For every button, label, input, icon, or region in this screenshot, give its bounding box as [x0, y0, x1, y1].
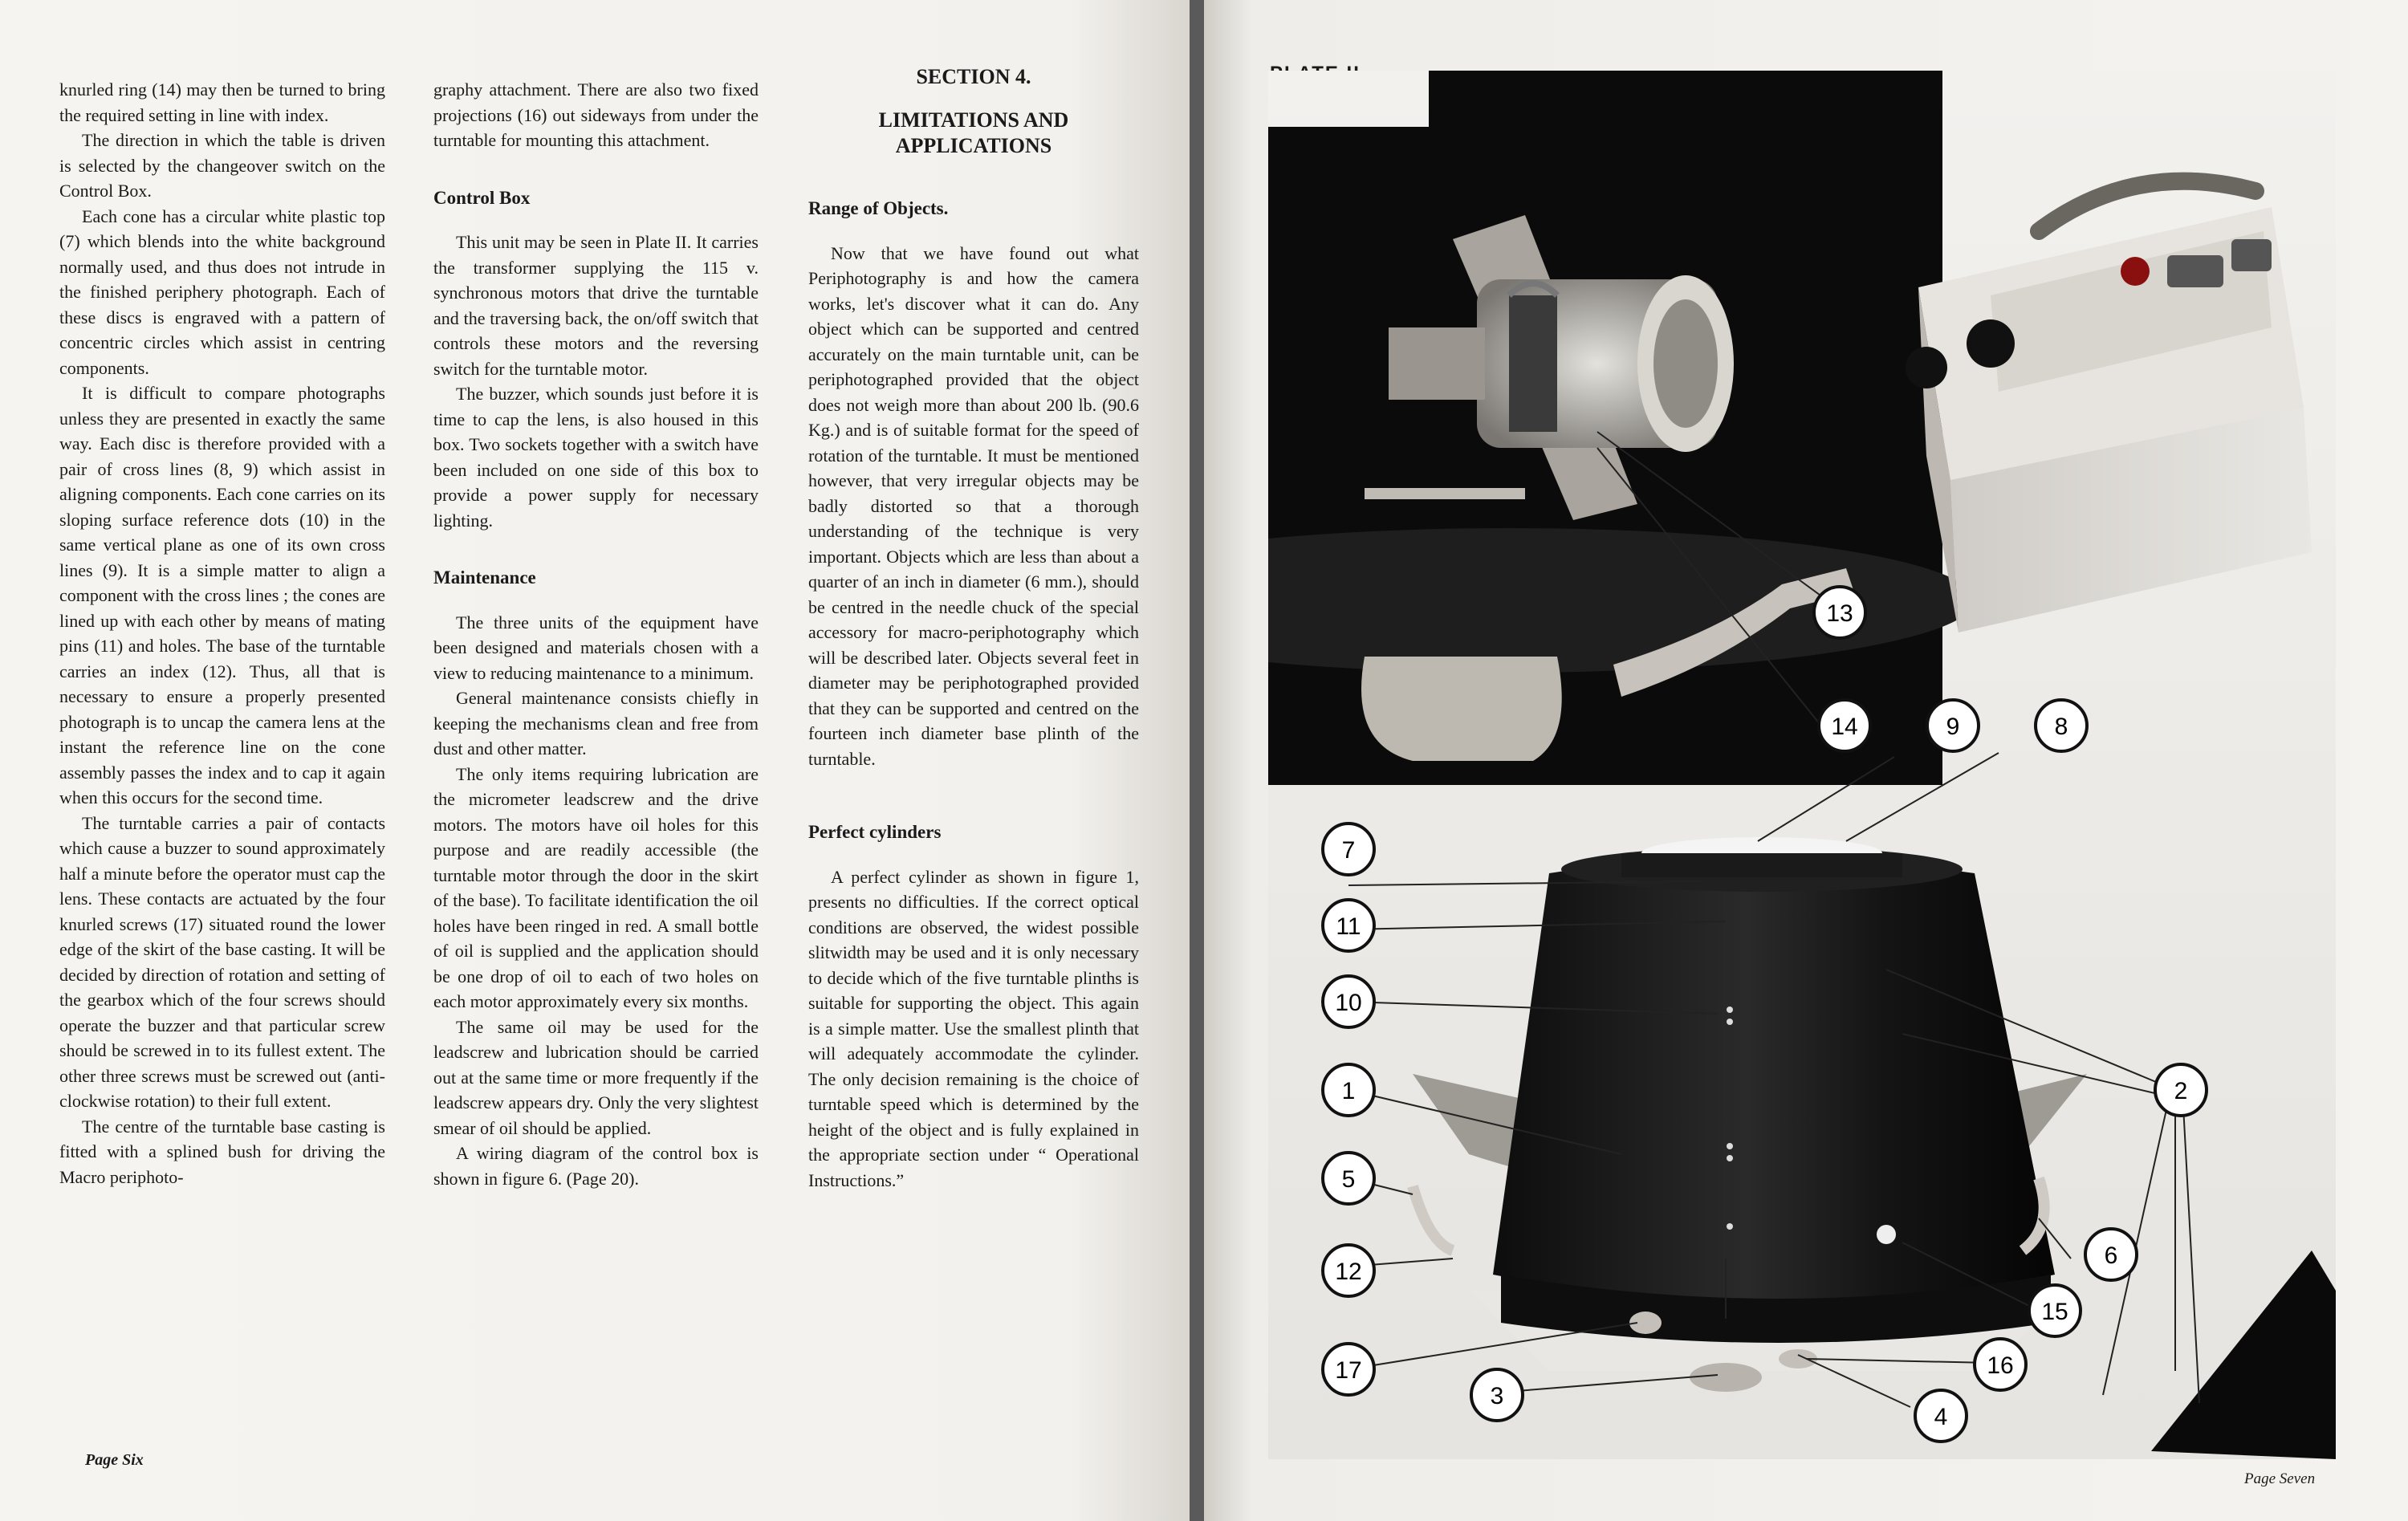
callout-6	[2085, 1229, 2137, 1280]
callout-10	[1323, 976, 1374, 1027]
svg-text:13: 13	[1826, 600, 1853, 627]
svg-text:16: 16	[1987, 1352, 2014, 1379]
callout-7	[1323, 824, 1374, 875]
svg-text:15: 15	[2041, 1299, 2068, 1325]
svg-text:9: 9	[1946, 714, 1960, 740]
callout-9	[1927, 700, 1979, 751]
text-column-2	[433, 77, 759, 1191]
callout-14	[1819, 700, 1870, 751]
range-heading: Range of Objects.	[808, 198, 949, 218]
callout-8	[2036, 700, 2087, 751]
callout-11	[1323, 900, 1374, 951]
paragraph: The only items requiring lubrication are the micrometer leadscrew and the drive motors. The motors have oil holes for this purpose and are readily accessible (the turntable motor through the door in the skirt of the base). To facilitate identification the oil holes have been ringed in red. A small bottle of oil is supplied and the application should be one drop of oil to each of two holes on each motor approximately every six months.	[433, 763, 759, 1011]
page-six	[0, 0, 1190, 1521]
cylinders-heading: Perfect cylinders	[808, 822, 942, 842]
svg-text:1: 1	[1341, 1078, 1356, 1104]
control-box-heading: Control Box	[433, 187, 531, 208]
svg-text:2: 2	[2174, 1078, 2188, 1104]
book-gutter	[1190, 0, 1204, 1521]
section-title-line-2: APPLICATIONS	[895, 134, 1052, 157]
text-column-3	[808, 64, 1139, 1193]
paragraph: Each cone has a circular white plastic top (7) which blends into the white background normally used, and thus does not intrude in the finished periphery photograph. Each of these discs is engraved with a pattern of concentric circles which assist in centring components.	[59, 205, 385, 378]
maintenance-heading: Maintenance	[433, 567, 536, 588]
paragraph: knurled ring (14) may then be turned to bring the required setting in line with index.	[59, 79, 385, 125]
callout-2	[2155, 1064, 2207, 1116]
paragraph: A perfect cylinder as shown in figure 1, presents no difficulties. If the correct optical conditions are observed, the widest possible slitwidth may be used and it is only necessary to decide which of the five turntable plinths is suitable for supporting the object. This again is a simple matter. Use the smallest plinth that will adequately accommodate the cylinder. The only decision remaining is the choice of turntable speed which is determined by the height of the object and is fully explained in the appropriate section under “ Operational Instructions.”	[808, 866, 1139, 1190]
callout-13	[1814, 587, 1865, 638]
svg-text:5: 5	[1341, 1166, 1356, 1193]
paragraph: The same oil may be used for the leadscrew and lubrication should be carried out at the same time or more frequently if the leadscrew appears dry. Only the very slightest smear of oil should be applied.	[433, 1016, 759, 1138]
leadscrew-inset	[1268, 71, 1975, 785]
callout-1	[1323, 1064, 1374, 1116]
callout-3	[1471, 1369, 1523, 1421]
svg-text:12: 12	[1335, 1259, 1362, 1285]
paragraph: graphy attachment. There are also two fixed projections (16) out sideways from under the turntable for mounting this attachment.	[433, 79, 759, 150]
svg-text:7: 7	[1341, 837, 1356, 864]
callout-4	[1915, 1390, 1967, 1442]
paragraph: The buzzer, which sounds just before it is time to cap the lens, is also housed in this box. Two sockets together with a switch have been included on one side of this box to provide a power supply for necessary lighting.	[433, 384, 759, 531]
svg-text:6: 6	[2104, 1242, 2118, 1269]
plate-photograph	[1268, 71, 2336, 1459]
section-number: SECTION 4.	[916, 65, 1031, 88]
paragraph: This unit may be seen in Plate II. It carries the transformer supplying the 115 v. synchronous motors that drive the turntable and the traversing back, the on/off switch that controls these motors and the reversing switch for the turntable motor.	[433, 232, 759, 379]
paragraph: The turntable carries a pair of contacts which cause a buzzer to sound approximately half a minute before the operator must cap the lens. These contacts are actuated by the four knurled screws (17) situated round the lower edge of the skirt of the base casting. It will be decided by direction of rotation and setting of the gearbox which of the four screws should operate the buzzer and that particular screw should be screwed in to its fullest extent. The other three screws must be screwed out (anti-clockwise rotation) to their full extent.	[59, 812, 385, 1111]
paragraph: General maintenance consists chiefly in keeping the mechanisms clean and free from dust and other matter.	[433, 688, 759, 758]
paragraph: It is difficult to compare photographs unless they are presented in exactly the same way. Each disc is therefore provided with a pair of cross lines (8, 9) which assist in aligning components. Each cone carries on its sloping surface reference dots (10) in the same vertical plane as one of its own cross lines (9). It is a simple matter to align a component with the cross lines ; the cones are lined up with each other by means of mating pins (11) and holes. The base of the turntable carries an index (12). Thus, all that is necessary to ensure a properly presented photograph is to uncap the camera lens at the instant the reference line on the cone assembly passes the index and to cap it again when this occurs for the second time.	[59, 383, 385, 807]
paragraph: The three units of the equipment have been designed and materials chosen with a view to reducing maintenance to a minimum.	[433, 612, 759, 683]
svg-text:17: 17	[1335, 1357, 1362, 1384]
paragraph: A wiring diagram of the control box is shown in figure 6. (Page 20).	[433, 1143, 759, 1189]
page-number: Page Seven	[2244, 1470, 2316, 1487]
svg-text:10: 10	[1335, 990, 1362, 1016]
text-column-1	[59, 77, 385, 1190]
callout-5	[1323, 1153, 1374, 1204]
callout-12	[1323, 1245, 1374, 1296]
svg-text:4: 4	[1934, 1404, 1948, 1430]
callout-16	[1975, 1339, 2026, 1390]
paragraph: The direction in which the table is driven is selected by the changeover switch on the Control Box.	[59, 130, 385, 201]
svg-text:3: 3	[1490, 1383, 1504, 1409]
svg-text:8: 8	[2054, 714, 2068, 740]
svg-text:14: 14	[1831, 714, 1858, 740]
section-title-line-1: LIMITATIONS AND	[878, 108, 1069, 132]
paragraph: The centre of the turntable base casting is fitted with a splined bush for driving the Macro periphoto-	[59, 1116, 385, 1187]
svg-text:11: 11	[1336, 913, 1361, 940]
callout-17	[1323, 1344, 1374, 1395]
page-number: Page Six	[85, 1451, 144, 1469]
callout-15	[2029, 1285, 2081, 1336]
paragraph: Now that we have found out what Periphotography is and how the camera works, let's discover what it can do. Any object which can be supported and centred accurately on the main turntable unit, can be periphotographed provided that the object does not weigh more than about 200 lb. (90.6 Kg.) and is of suitable format for the speed of rotation of the turntable. It must be mentioned however, that very irregular objects may be badly distorted so that a thorough understanding of the technique is very important. Objects which are less than about a quarter of an inch in diameter (6 mm.), should be centred in the needle chuck of the special accessory for macro-periphotography which will be described later. Objects several feet in diameter may be periphotographed provided that they can be supported and centred on the fourteen inch diameter base plinth of the turntable.	[808, 242, 1139, 769]
